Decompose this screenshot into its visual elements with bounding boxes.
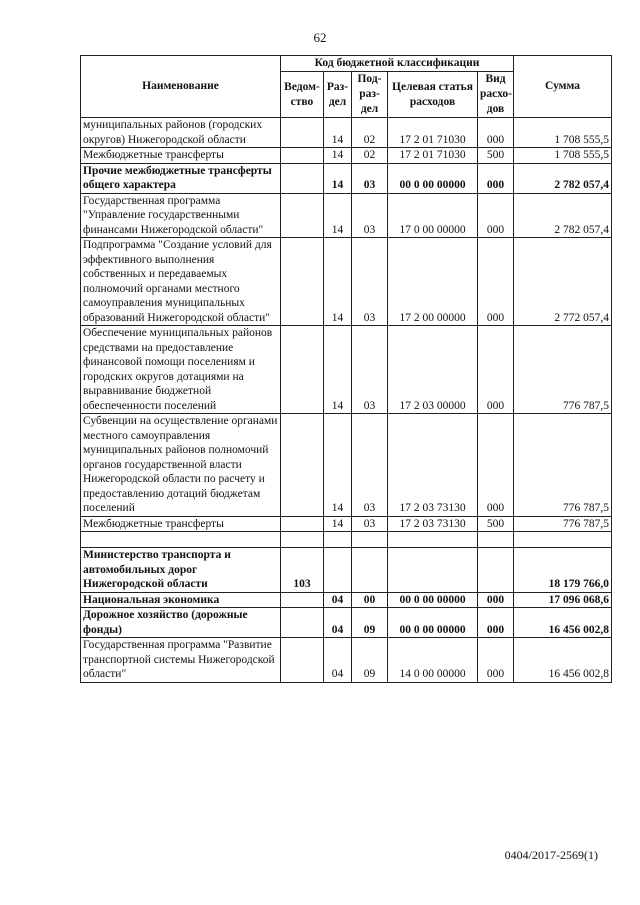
row-podrazdel-cell: 03 (352, 238, 388, 326)
row-podrazdel-cell: 03 (352, 193, 388, 238)
table-row (81, 608, 612, 638)
row-name-cell: Дорожное хозяйство (дорожные фонды) (81, 608, 281, 638)
row-razdel-cell: 04 (324, 608, 352, 638)
row-csr-cell: 14 0 00 00000 (388, 638, 478, 683)
header-ved: Ведом-ство (281, 72, 324, 118)
row-podrazdel-cell: 02 (352, 148, 388, 164)
row-vid-cell: 000 (478, 238, 514, 326)
table-row (81, 414, 612, 517)
row-razdel-cell: 14 (324, 193, 352, 238)
row-vid-cell: 000 (478, 326, 514, 414)
row-razdel-cell: 04 (324, 638, 352, 683)
row-vid-cell: 500 (478, 148, 514, 164)
row-vid-cell: 000 (478, 163, 514, 193)
table-row (81, 548, 612, 593)
row-csr-cell (388, 532, 478, 548)
row-podrazdel-cell (352, 532, 388, 548)
row-vid-cell: 000 (478, 638, 514, 683)
row-ved-cell (281, 532, 324, 548)
row-ved-cell (281, 516, 324, 532)
table-row (81, 118, 612, 148)
header-vid: Вид расхо-дов (478, 72, 514, 118)
row-name-cell: муниципальных районов (городских округов) Нижегородской области (81, 118, 281, 148)
row-sum-cell: 1 708 555,5 (514, 148, 612, 164)
row-name-cell: Подпрограмма "Создание условий для эффективного выполнения собственных и передаваемых полномочий органами местного самоуправления муниципальных образований Нижегородской области" (81, 238, 281, 326)
row-ved-cell (281, 193, 324, 238)
table-row (81, 516, 612, 532)
table-row (81, 532, 612, 548)
row-vid-cell: 000 (478, 193, 514, 238)
row-name-cell: Национальная экономика (81, 592, 281, 608)
row-ved-cell (281, 608, 324, 638)
row-vid-cell: 000 (478, 608, 514, 638)
row-vid-cell (478, 548, 514, 593)
row-ved-cell (281, 414, 324, 517)
row-csr-cell: 17 0 00 00000 (388, 193, 478, 238)
table-row (81, 193, 612, 238)
header-csr: Целевая статья расходов (388, 72, 478, 118)
row-csr-cell: 00 0 00 00000 (388, 592, 478, 608)
row-csr-cell: 17 2 01 71030 (388, 148, 478, 164)
row-razdel-cell: 14 (324, 118, 352, 148)
table-row (81, 163, 612, 193)
header-razdel: Раз-дел (324, 72, 352, 118)
header-name: Наименование (81, 56, 281, 118)
row-name-cell: Прочие межбюджетные трансферты общего характера (81, 163, 281, 193)
table-row (81, 326, 612, 414)
row-razdel-cell: 14 (324, 148, 352, 164)
row-ved-cell (281, 148, 324, 164)
row-name-cell: Обеспечение муниципальных районов средствами на предоставление финансовой помощи поселениям и городских округов дотациями на выравнивание бюджетной обеспеченности поселений (81, 326, 281, 414)
row-sum-cell: 16 456 002,8 (514, 638, 612, 683)
row-ved-cell: 103 (281, 548, 324, 593)
row-razdel-cell (324, 532, 352, 548)
row-csr-cell: 17 2 03 73130 (388, 414, 478, 517)
row-sum-cell: 1 708 555,5 (514, 118, 612, 148)
row-podrazdel-cell: 09 (352, 638, 388, 683)
row-razdel-cell: 14 (324, 326, 352, 414)
row-sum-cell: 2 782 057,4 (514, 163, 612, 193)
row-csr-cell (388, 548, 478, 593)
row-vid-cell (478, 532, 514, 548)
row-ved-cell (281, 238, 324, 326)
row-podrazdel-cell: 00 (352, 592, 388, 608)
row-razdel-cell: 14 (324, 516, 352, 532)
row-vid-cell: 000 (478, 118, 514, 148)
table-row (81, 148, 612, 164)
row-razdel-cell (324, 548, 352, 593)
row-csr-cell: 17 2 03 73130 (388, 516, 478, 532)
row-sum-cell: 17 096 068,6 (514, 592, 612, 608)
row-csr-cell: 17 2 01 71030 (388, 118, 478, 148)
row-csr-cell: 17 2 03 00000 (388, 326, 478, 414)
row-podrazdel-cell (352, 548, 388, 593)
row-podrazdel-cell: 03 (352, 414, 388, 517)
row-sum-cell: 776 787,5 (514, 326, 612, 414)
row-sum-cell: 776 787,5 (514, 516, 612, 532)
row-ved-cell (281, 118, 324, 148)
row-name-cell: Межбюджетные трансферты (81, 516, 281, 532)
budget-table (80, 55, 612, 683)
document-code: 0404/2017-2569(1) (504, 848, 598, 862)
row-podrazdel-cell: 03 (352, 163, 388, 193)
row-sum-cell: 2 782 057,4 (514, 193, 612, 238)
row-sum-cell: 2 772 057,4 (514, 238, 612, 326)
row-ved-cell (281, 326, 324, 414)
row-name-cell: Министерство транспорта и автомобильных дорог Нижегородской области (81, 548, 281, 593)
row-podrazdel-cell: 03 (352, 326, 388, 414)
row-csr-cell: 00 0 00 00000 (388, 608, 478, 638)
row-podrazdel-cell: 09 (352, 608, 388, 638)
table-row (81, 238, 612, 326)
row-vid-cell: 500 (478, 516, 514, 532)
row-vid-cell: 000 (478, 414, 514, 517)
row-ved-cell (281, 163, 324, 193)
header-budget-code: Код бюджетной классификации (281, 56, 514, 72)
row-name-cell: Межбюджетные трансферты (81, 148, 281, 164)
row-ved-cell (281, 638, 324, 683)
row-ved-cell (281, 592, 324, 608)
row-razdel-cell: 04 (324, 592, 352, 608)
row-razdel-cell: 14 (324, 414, 352, 517)
row-name-cell: Субвенции на осуществление органами местного самоуправления муниципальных районов полномочий органов государственной власти Нижегородской области по расчету и предоставлению дотаций бюджетам поселений (81, 414, 281, 517)
table-row (81, 638, 612, 683)
row-razdel-cell: 14 (324, 238, 352, 326)
header-podrazdel: Под-раз-дел (352, 72, 388, 118)
row-name-cell: Государственная программа "Развитие транспортной системы Нижегородской области" (81, 638, 281, 683)
row-name-cell (81, 532, 281, 548)
row-podrazdel-cell: 03 (352, 516, 388, 532)
row-sum-cell: 18 179 766,0 (514, 548, 612, 593)
row-razdel-cell: 14 (324, 163, 352, 193)
row-sum-cell: 16 456 002,8 (514, 608, 612, 638)
row-csr-cell: 00 0 00 00000 (388, 163, 478, 193)
row-podrazdel-cell: 02 (352, 118, 388, 148)
table-row (81, 592, 612, 608)
row-name-cell: Государственная программа "Управление государственными финансами Нижегородской области" (81, 193, 281, 238)
header-sum: Сумма (514, 56, 612, 118)
row-vid-cell: 000 (478, 592, 514, 608)
row-sum-cell: 776 787,5 (514, 414, 612, 517)
page-number: 62 (313, 30, 327, 45)
row-sum-cell (514, 532, 612, 548)
row-csr-cell: 17 2 00 00000 (388, 238, 478, 326)
